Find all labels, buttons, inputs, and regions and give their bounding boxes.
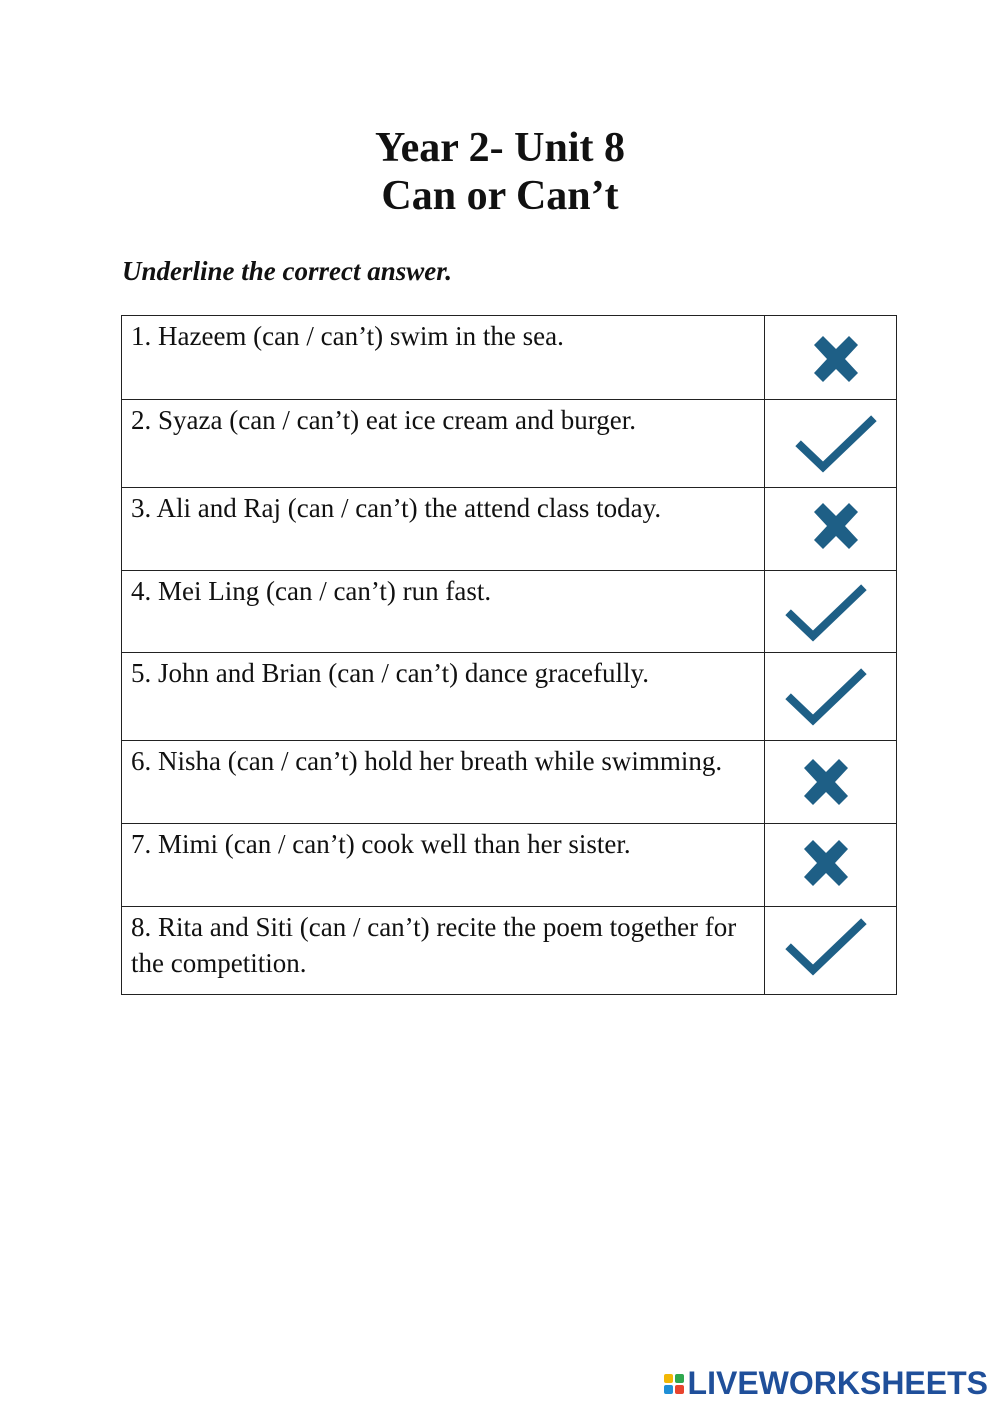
page-title xyxy=(0,124,1000,220)
check-icon xyxy=(795,414,877,476)
check-icon xyxy=(785,583,867,645)
cross-icon xyxy=(810,336,862,382)
question-text-4[interactable]: 4. Mei Ling (can / can’t) run fast. xyxy=(122,571,765,653)
question-text-6[interactable]: 6. Nisha (can / can’t) hold her breath while swimming. xyxy=(122,741,765,824)
answer-cell-4 xyxy=(765,571,897,653)
question-row-8 xyxy=(122,907,897,995)
answer-cell-5 xyxy=(765,653,897,741)
answer-cell-7 xyxy=(765,824,897,907)
question-row-2 xyxy=(122,400,897,488)
check-icon xyxy=(785,917,867,979)
title-line-2: Can or Can’t xyxy=(381,173,619,219)
liveworksheets-brand[interactable] xyxy=(664,1365,988,1402)
cross-icon xyxy=(800,840,852,886)
brand-name: LIVEWORKSHEETS xyxy=(687,1365,988,1401)
answer-cell-6 xyxy=(765,741,897,824)
instruction-text: Underline the correct answer. xyxy=(122,256,453,286)
answer-cell-1 xyxy=(765,316,897,400)
answer-cell-8 xyxy=(765,907,897,995)
question-text-3[interactable]: 3. Ali and Raj (can / can’t) the attend class today. xyxy=(122,488,765,571)
cross-icon xyxy=(800,759,852,805)
answer-cell-3 xyxy=(765,488,897,571)
liveworksheets-logo-icon xyxy=(664,1374,684,1394)
question-table xyxy=(121,315,897,995)
check-icon xyxy=(785,667,867,729)
question-row-5 xyxy=(122,653,897,741)
question-row-6 xyxy=(122,741,897,824)
question-text-5[interactable]: 5. John and Brian (can / can’t) dance gracefully. xyxy=(122,653,765,741)
question-row-4 xyxy=(122,571,897,653)
question-text-8[interactable]: 8. Rita and Siti (can / can’t) recite the poem together for the competition. xyxy=(122,907,765,995)
question-text-2[interactable]: 2. Syaza (can / can’t) eat ice cream and burger. xyxy=(122,400,765,488)
question-row-7 xyxy=(122,824,897,907)
question-text-1[interactable]: 1. Hazeem (can / can’t) swim in the sea. xyxy=(122,316,765,400)
title-line-1: Year 2- Unit 8 xyxy=(374,125,626,171)
question-text-7[interactable]: 7. Mimi (can / can’t) cook well than her sister. xyxy=(122,824,765,907)
cross-icon xyxy=(810,503,862,549)
question-row-1 xyxy=(122,316,897,400)
question-row-3 xyxy=(122,488,897,571)
answer-cell-2 xyxy=(765,400,897,488)
